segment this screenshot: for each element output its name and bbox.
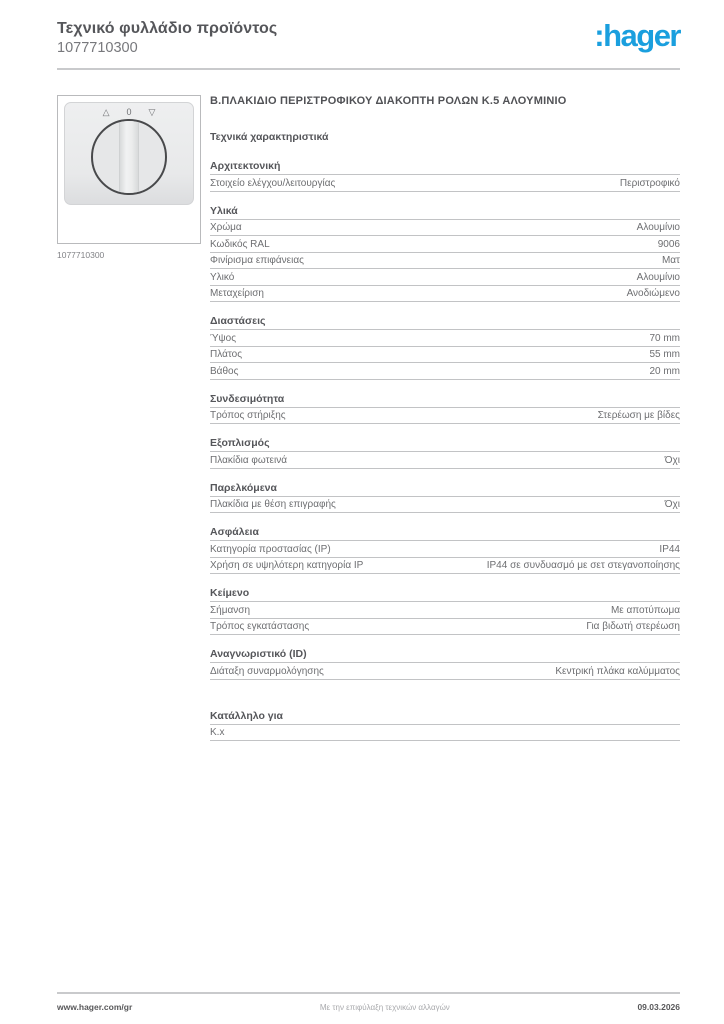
footer-website-link[interactable]: www.hager.com/gr [57, 1002, 133, 1012]
spec-value: 55 mm [649, 349, 680, 360]
up-triangle-icon: △ [102, 107, 110, 117]
spec-section [210, 526, 680, 574]
spec-row [210, 408, 680, 425]
section-title: Κατάλληλο για [210, 710, 680, 725]
spec-value: Κεντρική πλάκα καλύμματος [555, 665, 680, 677]
spec-label: Πλακίδια φωτεινά [210, 454, 287, 466]
spec-label: Χρήση σε υψηλότερη κατηγορία IP [210, 560, 364, 571]
spec-value: 70 mm [649, 332, 680, 344]
footer-disclaimer: Με την επιφύλαξη τεχνικών αλλαγών [319, 1003, 450, 1012]
spec-value: IP44 σε συνδυασμό με σετ στεγανοποίησης [486, 560, 680, 571]
spec-row [210, 286, 680, 303]
spec-section [210, 587, 680, 635]
section-title: Κείμενο [210, 587, 680, 602]
spec-row [210, 541, 680, 558]
spec-label: Σήμανση [210, 604, 251, 616]
tech-characteristics-heading: Τεχνικά χαρακτηριστικά [210, 131, 329, 143]
spec-label: Στοιχείο ελέγχου/λειτουργίας [210, 177, 336, 189]
hager-logo [594, 18, 680, 53]
down-triangle-icon: ▽ [148, 107, 156, 117]
logo-wordmark: hager [603, 18, 680, 53]
spec-section [210, 315, 680, 380]
section-title: Παρελκόμενα [210, 482, 680, 497]
section-title: Αναγνωριστικό (ID) [210, 648, 680, 663]
spec-row [210, 175, 680, 192]
footer-date: 09.03.2026 [637, 1002, 680, 1012]
spec-row [210, 363, 680, 380]
spec-label: Τρόπος στήριξης [210, 410, 286, 421]
spec-section [210, 205, 680, 303]
product-title: Β.ΠΛΑΚΙΔΙΟ ΠΕΡΙΣΤΡΟΦΙΚΟΥ ΔΙΑΚΟΠΤΗ ΡΟΛΩΝ Κ.5 ΑΛΟΥΜΙΝΙΟ [210, 95, 567, 107]
spec-label: Κ.x [210, 727, 225, 738]
spec-label: Πλακίδια με θέση επιγραφής [210, 499, 336, 510]
spec-row [210, 330, 680, 347]
zero-position-symbol: 0 [126, 107, 132, 117]
spec-label: Υλικό [210, 271, 235, 283]
spec-label: Πλάτος [210, 349, 243, 360]
product-image [57, 95, 201, 244]
spec-label: Διάταξη συναρμολόγησης [210, 665, 324, 677]
spec-value: Με αποτύπωμα [610, 604, 680, 616]
spec-row [210, 253, 680, 270]
spec-value: Όχι [664, 454, 680, 466]
section-title: Υλικά [210, 205, 680, 220]
spec-section [210, 393, 680, 425]
knob-position-symbols [65, 107, 193, 117]
spec-row [210, 497, 680, 514]
spec-value: Αλουμίνιο [636, 271, 680, 283]
section-title: Συνδεσιμότητα [210, 393, 680, 408]
spec-section [210, 482, 680, 514]
spec-value: 9006 [657, 238, 680, 250]
content-area [57, 95, 680, 741]
spec-section [210, 437, 680, 469]
spec-value: IP44 [659, 543, 680, 555]
footer-row [57, 1002, 680, 1012]
spec-value: Περιστροφικό [619, 177, 680, 189]
header-titles [57, 20, 277, 56]
spec-label: Μεταχείριση [210, 288, 264, 299]
product-image-column [57, 95, 201, 741]
spec-row [210, 619, 680, 636]
footer-divider [57, 992, 680, 994]
spec-label: Βάθος [210, 365, 239, 377]
spec-row [210, 602, 680, 619]
spec-label: Κατηγορία προστασίας (IP) [210, 543, 331, 555]
spec-value: Αλουμίνιο [636, 222, 680, 233]
rotary-knob [91, 119, 167, 195]
logo-colon: : [594, 18, 604, 53]
spec-value: Για βιδωτή στερέωση [586, 621, 680, 632]
spec-label: Χρώμα [210, 222, 242, 233]
spec-label: Ύψος [210, 332, 237, 344]
spec-row [210, 347, 680, 364]
section-title: Ασφάλεια [210, 526, 680, 541]
document-product-code: 1077710300 [57, 40, 138, 56]
spec-sections [210, 160, 680, 741]
spec-label: Φινίρισμα επιφάνειας [210, 255, 304, 266]
section-title: Αρχιτεκτονική [210, 160, 680, 175]
spec-value: Στερέωση με βίδες [597, 410, 680, 421]
switch-plate [64, 102, 194, 205]
spec-row [210, 725, 680, 742]
specifications-column [210, 95, 680, 741]
page-header [57, 20, 680, 56]
spec-value: Όχι [664, 499, 680, 510]
spec-section [210, 710, 680, 742]
spec-value: Ματ [661, 255, 680, 266]
spec-section [210, 648, 680, 680]
spec-row [210, 663, 680, 680]
section-title: Εξοπλισμός [210, 437, 680, 452]
product-image-caption: 1077710300 [57, 250, 105, 260]
document-title: Τεχνικό φυλλάδιο προϊόντος [57, 20, 278, 37]
page-footer [57, 992, 680, 1012]
spec-value: 20 mm [649, 365, 680, 377]
spec-row [210, 452, 680, 469]
spec-value: Ανοδιώμενο [626, 288, 680, 299]
spec-label: Κωδικός RAL [210, 238, 270, 250]
spec-row [210, 236, 680, 253]
header-divider [57, 68, 680, 70]
spec-section [210, 160, 680, 192]
spec-row [210, 558, 680, 575]
spec-row [210, 220, 680, 237]
spec-row [210, 269, 680, 286]
spec-label: Τρόπος εγκατάστασης [210, 621, 310, 632]
knob-handle [119, 121, 139, 193]
section-title: Διαστάσεις [210, 315, 680, 330]
